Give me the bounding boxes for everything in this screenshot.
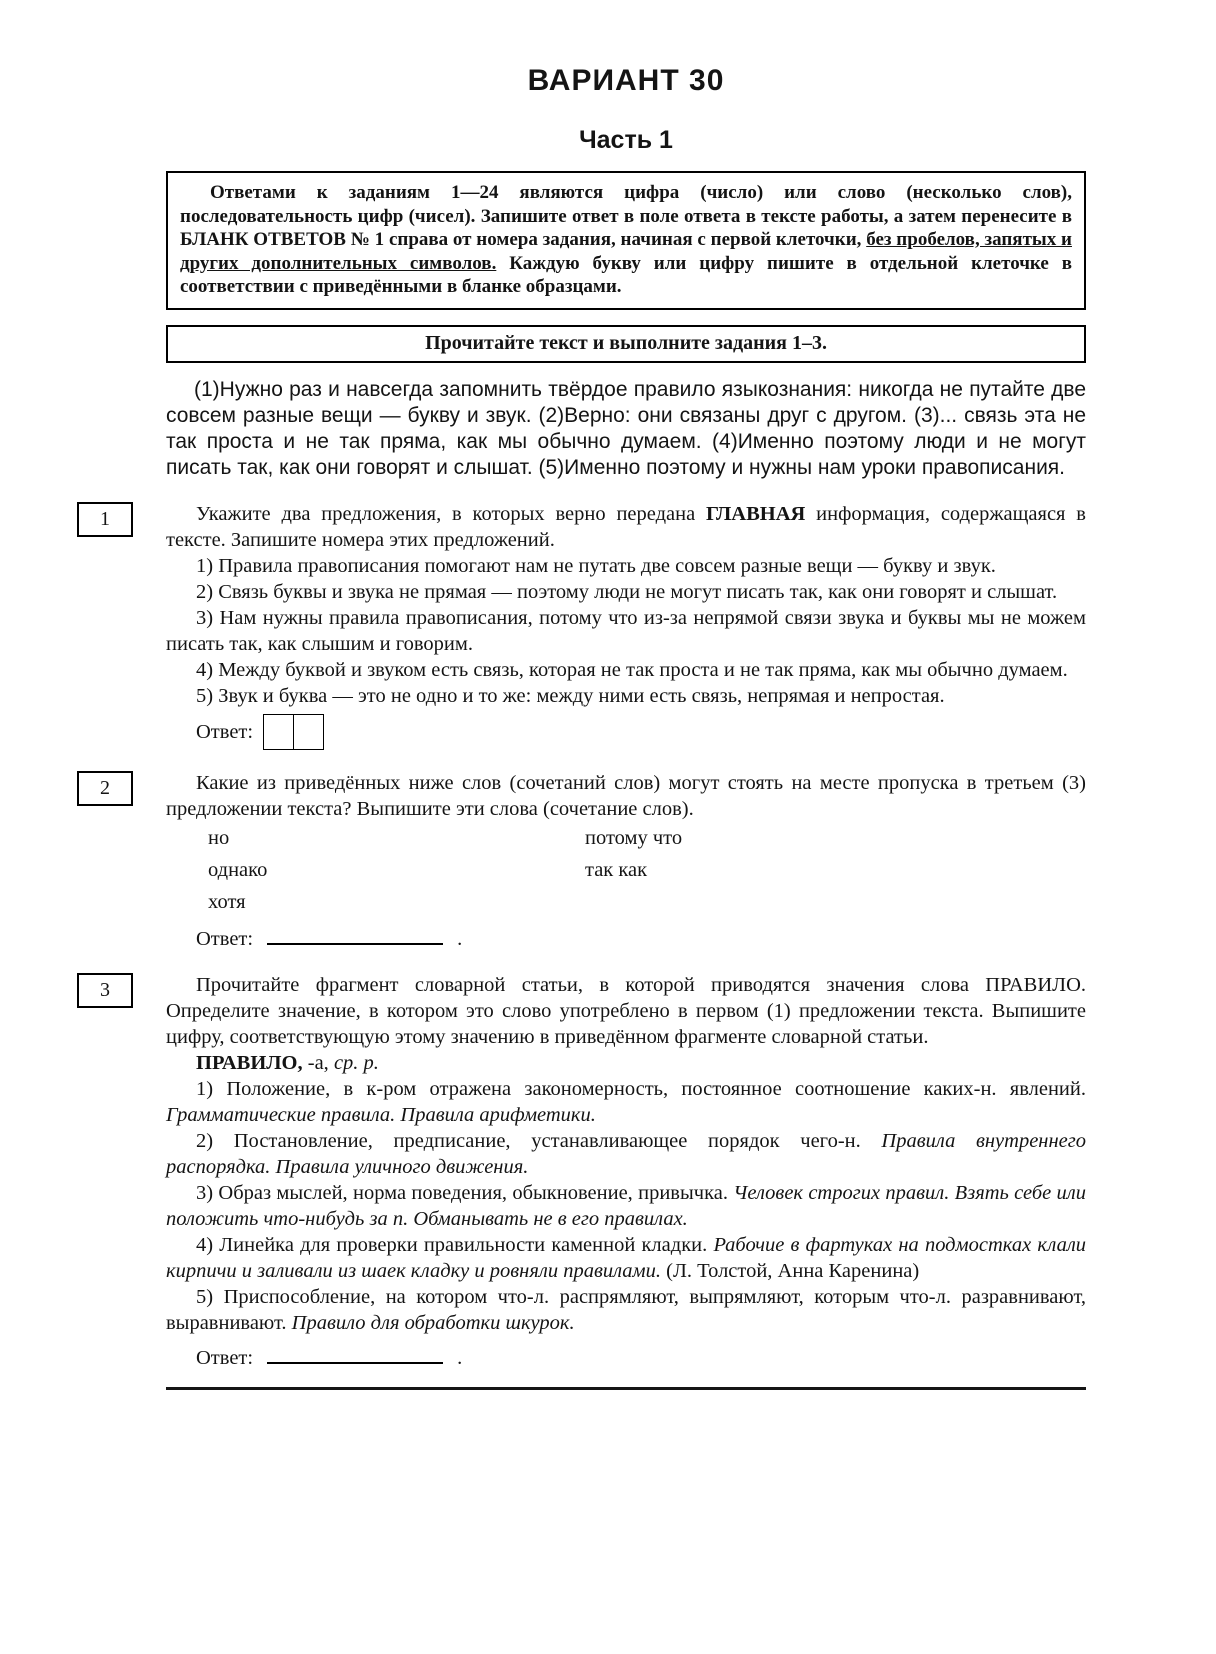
- task-2-option-right-2: так как: [585, 858, 648, 881]
- task-1-option-2: 2) Связь буквы и звука не прямая — поэтому люди не могут писать так, как они говорят и слышат.: [196, 580, 1058, 603]
- task-1-intro: [166, 501, 1086, 553]
- task-1-option-1: 1) Правила правописания помогают нам не путать две совсем разные вещи — букву и звук.: [196, 554, 996, 577]
- dictionary-entry-4-attribution: (Л. Толстой, Анна Каренина): [661, 1259, 920, 1282]
- task-1-answer-cells[interactable]: [263, 714, 324, 750]
- page-bottom-rule: [166, 1387, 1086, 1390]
- task-3-answer-label: Ответ:: [196, 1346, 254, 1369]
- dictionary-headword-line: [166, 1050, 1086, 1076]
- reading-text: (1)Нужно раз и навсегда запомнить твёрдое правило языкознания: никогда не путайте две совсем разные вещи — букву и звук. (2)Верно: они связаны друг с другом. (3)... связь эта не так проста и не так пряма, как мы обычно думаем. (4)Именно поэтому люди и не могут писать так, как они говорят и слышат. (5)Именно поэтому и нужны нам уроки правописания.: [166, 377, 1086, 479]
- task-1-number: [77, 502, 133, 537]
- task-3-number: [77, 973, 133, 1008]
- dictionary-entry-5-def: 5) Приспособление, на котором что-л. распрямляют, выпрямляют, которым что-л. разравнивают, выравнивают.: [166, 1285, 1086, 1334]
- task-2-option-left-2: однако: [208, 858, 268, 881]
- dictionary-entry-4-def: 4) Линейка для проверки правильности каменной кладки.: [196, 1233, 714, 1256]
- part-title: Часть 1: [579, 126, 673, 154]
- task-1: [100, 501, 1086, 750]
- instructions-text-before: Ответами к заданиям 1—24 являются цифра (число) или слово (несколько слов), последовательность цифр (чисел). Запишите ответ в поле ответа в тексте работы, а затем перенесите в БЛАНК ОТВЕТОВ № 1 справа от номера задания, начиная с первой клеточки,: [180, 182, 1072, 250]
- task-2-number: [77, 771, 133, 806]
- task-2-option-left-3: хотя: [208, 890, 246, 913]
- task-2-option-right-3: [585, 888, 1086, 917]
- dictionary-entry-4: [166, 1232, 1086, 1284]
- dictionary-entry-2: [166, 1128, 1086, 1180]
- dictionary-entry-2-def: 2) Постановление, предписание, устанавливающее порядок чего-н.: [196, 1129, 882, 1152]
- task-1-intro-after: информация, содержащаяся в тексте. Запишите номера этих предложений.: [166, 502, 1086, 551]
- task-1-option-5: 5) Звук и буква — это не одно и то же: между ними есть связь, непрямая и непростая.: [196, 684, 945, 707]
- task-2-answer-blank[interactable]: [267, 930, 443, 945]
- task-1-answer-cell-2[interactable]: [293, 714, 324, 750]
- task-2-number-label: 2: [100, 777, 110, 799]
- answer-instructions-text: [180, 181, 1072, 299]
- task-1-answer-cell-1[interactable]: [263, 714, 294, 750]
- dictionary-entry-3-def: 3) Образ мыслей, норма поведения, обыкновение, привычка.: [196, 1181, 734, 1204]
- dictionary-entry-5: [166, 1284, 1086, 1336]
- task-3-number-label: 3: [100, 979, 110, 1001]
- dictionary-gender-label: ср. р.: [333, 1051, 379, 1074]
- task-3-answer-blank[interactable]: [267, 1349, 443, 1364]
- task-1-answer-label: Ответ:: [196, 721, 254, 744]
- dictionary-entry-4-example: Рабочие в фартуках на подмостках клали кирпичи и заливали из шаек кладку и ровняли правилами.: [166, 1233, 1087, 1282]
- task-3-answer-punct: .: [457, 1346, 463, 1369]
- dictionary-entry-3-example: Человек строгих правил. Взять себе или положить что-нибудь за п. Обманывать не в его правилах.: [166, 1181, 1086, 1230]
- dictionary-entry-3: [166, 1180, 1086, 1232]
- task-1-option-3: 3) Нам нужны правила правописания, потому что из-за непрямой связи звука и буквы мы не можем писать так, как слышим и говорим.: [166, 606, 1086, 655]
- task-1-number-label: 1: [100, 508, 110, 530]
- dictionary-entry-1-def: 1) Положение, в к-ром отражена закономерность, постоянное соотношение каких-н. явлений.: [196, 1077, 1086, 1100]
- task-2-option-left-1: но: [208, 826, 230, 849]
- task-1-intro-emphasis: ГЛАВНАЯ: [706, 502, 806, 525]
- dictionary-headword: ПРАВИЛО,: [196, 1051, 303, 1074]
- instructions-text-after: Каждую букву или цифру пишите в отдельной клеточке в соответствии с приведёнными в бланке образцами.: [180, 252, 1072, 297]
- instructions-text-underlined: без пробелов, запятых и других дополнительных символов.: [180, 229, 1072, 274]
- task-1-intro-before: Укажите два предложения, в которых верно передана: [196, 502, 707, 525]
- dictionary-gram-info: -а,: [302, 1051, 334, 1074]
- task-1-option-4: 4) Между буквой и звуком есть связь, которая не так проста и не так пряма, как мы обычно думаем.: [196, 658, 1068, 681]
- task-3-answer-row: [166, 1345, 1086, 1371]
- task-2-option-right-1: потому что: [585, 826, 683, 849]
- task-3: [100, 972, 1087, 1371]
- dictionary-fragment: [166, 1050, 1086, 1336]
- reading-banner: [166, 325, 1086, 363]
- dictionary-entry-1: [166, 1076, 1086, 1128]
- reading-banner-text: Прочитайте текст и выполните задания 1–3.: [425, 331, 827, 354]
- task-2-answer-punct: .: [457, 927, 463, 950]
- answer-instructions-box: [166, 171, 1086, 310]
- dictionary-entry-5-example: Правило для обработки шкурок.: [291, 1311, 575, 1334]
- dictionary-entry-2-example: Правила внутреннего распорядка. Правила уличного движения.: [166, 1129, 1086, 1178]
- task-3-intro: Прочитайте фрагмент словарной статьи, в которой приводятся значения слова ПРАВИЛО. Определите значение, в котором это слово употреблено в первом (1) предложении текста. Выпишите цифру, соответствующую этому значению в приведённом фрагменте словарной статьи.: [166, 973, 1086, 1048]
- task-2: [100, 770, 1086, 952]
- task-2-options: [166, 824, 1086, 917]
- dictionary-entry-1-example: Грамматические правила. Правила арифметики.: [166, 1103, 596, 1126]
- task-2-intro: Какие из приведённых ниже слов (сочетаний слов) могут стоять на месте пропуска в третьем (3) предложении текста? Выпишите эти слова (сочетание слов).: [166, 771, 1086, 820]
- task-2-answer-label: Ответ:: [196, 927, 254, 950]
- variant-title: ВАРИАНТ 30: [527, 64, 725, 97]
- task-1-answer-row: [166, 718, 1086, 750]
- task-2-answer-row: [166, 926, 1086, 952]
